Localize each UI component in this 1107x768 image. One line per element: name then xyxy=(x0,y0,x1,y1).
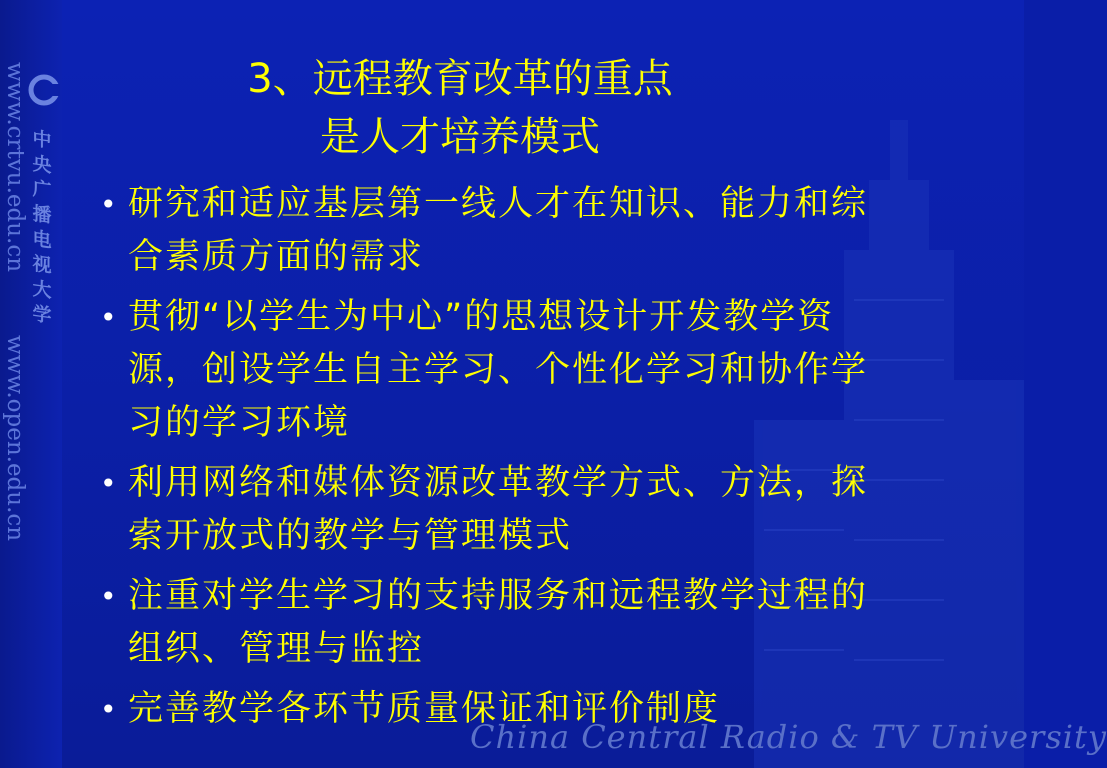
bullet-dot-icon: • xyxy=(100,693,117,726)
side-university-name: 中央广播电视大学 xyxy=(32,127,52,328)
bullet-dot-icon: • xyxy=(100,301,117,334)
side-url-bottom: www.open.edu.cn xyxy=(2,335,28,542)
bullet-item xyxy=(94,457,894,563)
bullet-dot-icon: • xyxy=(100,580,117,613)
university-watermark: China Central Radio & TV University xyxy=(470,718,1107,756)
bullet-dot-icon: • xyxy=(100,188,117,221)
title-line-2: 是人才培养模式 xyxy=(320,114,600,160)
bullet-text: 完善教学各环节质量保证和评价制度 xyxy=(128,689,721,729)
bullet-dot-icon: • xyxy=(100,467,117,500)
bullet-text: 贯彻“以学生为中心”的思想设计开发教学资源，创设学生自主学习、个性化学习和协作学习的学习环境 xyxy=(128,297,869,443)
slide-title xyxy=(110,50,810,166)
title-line-1: 3、远程教育改革的重点 xyxy=(247,56,673,102)
bullet-text: 注重对学生学习的支持服务和远程教学过程的组织、管理与监控 xyxy=(128,576,869,669)
bullet-text: 利用网络和媒体资源改革教学方式、方法，探索开放式的教学与管理模式 xyxy=(128,463,869,556)
crtvu-logo-icon xyxy=(26,72,62,108)
bullet-item xyxy=(94,291,894,450)
side-url-top: www.crtvu.edu.cn xyxy=(2,62,28,273)
bullet-list xyxy=(94,178,894,743)
bullet-item xyxy=(94,178,894,284)
bullet-item xyxy=(94,570,894,676)
bullet-text: 研究和适应基层第一线人才在知识、能力和综合素质方面的需求 xyxy=(128,184,869,277)
